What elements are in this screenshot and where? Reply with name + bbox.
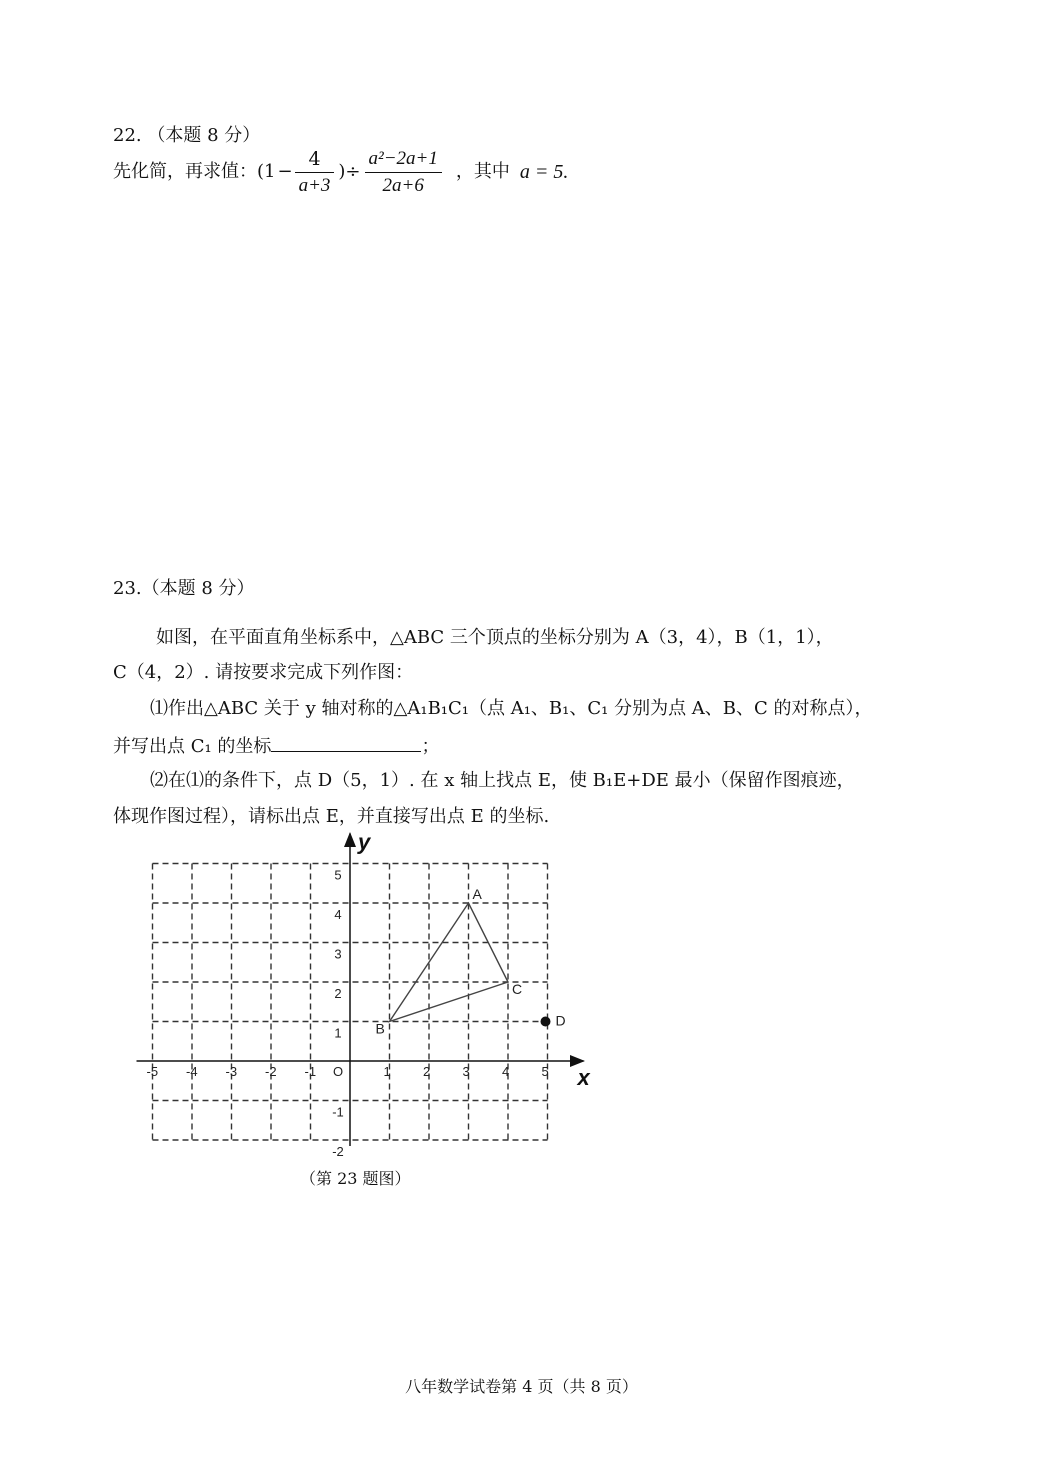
q22-frac1-denominator: a+3: [298, 174, 331, 196]
x-tick-label: 3: [462, 1064, 470, 1079]
page-footer: 八年数学试卷第 4 页（共 8 页）: [405, 1377, 638, 1396]
q23-part1-line2-pre: 并写出点 C₁ 的坐标: [113, 736, 272, 757]
q23-part1-line2-post: ；: [421, 736, 440, 757]
q22-header: 22. （本题 8 分）: [113, 125, 261, 146]
point-label-b: B: [375, 1020, 385, 1037]
q23-part2-line1: ⑵在⑴的条件下，点 D（5，1）. 在 x 轴上找点 E，使 B₁E+DE 最小（保留作图痕迹，: [150, 770, 855, 791]
q22-frac1-numerator: 4: [295, 146, 335, 173]
q22-lead: 先化简，再求值：(1: [113, 161, 276, 182]
point-d-marker: [541, 1017, 551, 1027]
figure-caption: （第 23 题图）: [300, 1169, 411, 1188]
x-tick-label: -4: [186, 1064, 198, 1079]
x-tick-label: -1: [304, 1064, 317, 1079]
point-label-c: C: [512, 981, 523, 997]
q23-header: 23.（本题 8 分）: [113, 578, 255, 599]
q22-frac2-numerator: a²−2a+1: [365, 146, 442, 173]
y-tick-label: 5: [334, 867, 342, 883]
x-tick-label: 1: [383, 1064, 391, 1079]
y-axis-label: y: [358, 829, 371, 855]
y-tick-label: 2: [334, 986, 342, 1001]
triangle-abc: [390, 903, 509, 1022]
y-tick-label: 4: [334, 907, 342, 922]
y-tick-label: 1: [334, 1025, 342, 1041]
y-tick-label: -1: [332, 1104, 344, 1120]
q22-minus: −: [277, 161, 293, 182]
y-tick-label: -2: [332, 1144, 344, 1159]
point-label-a: A: [472, 886, 482, 902]
x-tick-label: -3: [225, 1064, 238, 1079]
x-tick-label: 4: [502, 1064, 510, 1079]
y-tick-label: 3: [334, 946, 342, 962]
q22-frac2-denominator: 2a+6: [382, 174, 424, 196]
x-tick-label: -2: [265, 1064, 277, 1079]
q23-intro-line1: 如图，在平面直角坐标系中，△ABC 三个顶点的坐标分别为 A（3，4），B（1，1），: [156, 627, 834, 648]
x-axis-label: x: [577, 1065, 590, 1090]
origin-label: O: [332, 1064, 344, 1079]
q22-close-div: )÷: [338, 161, 361, 182]
q22-tail: ，其中: [455, 161, 510, 182]
point-label-d: D: [555, 1012, 566, 1029]
q22-condition: a = 5.: [519, 161, 569, 183]
q23-part2-line2: 体现作图过程），请标出点 E，并直接写出点 E 的坐标.: [113, 806, 550, 827]
x-tick-label: -5: [146, 1064, 159, 1079]
x-tick-label: 5: [541, 1064, 549, 1079]
q23-intro-line2: C（4，2）. 请按要求完成下列作图：: [113, 662, 414, 683]
q23-part1-line1: ⑴作出△ABC 关于 y 轴对称的△A₁B₁C₁（点 A₁、B₁、C₁ 分别为点 A、B、C 的对称点），: [150, 698, 873, 719]
x-tick-label: 2: [423, 1064, 431, 1079]
